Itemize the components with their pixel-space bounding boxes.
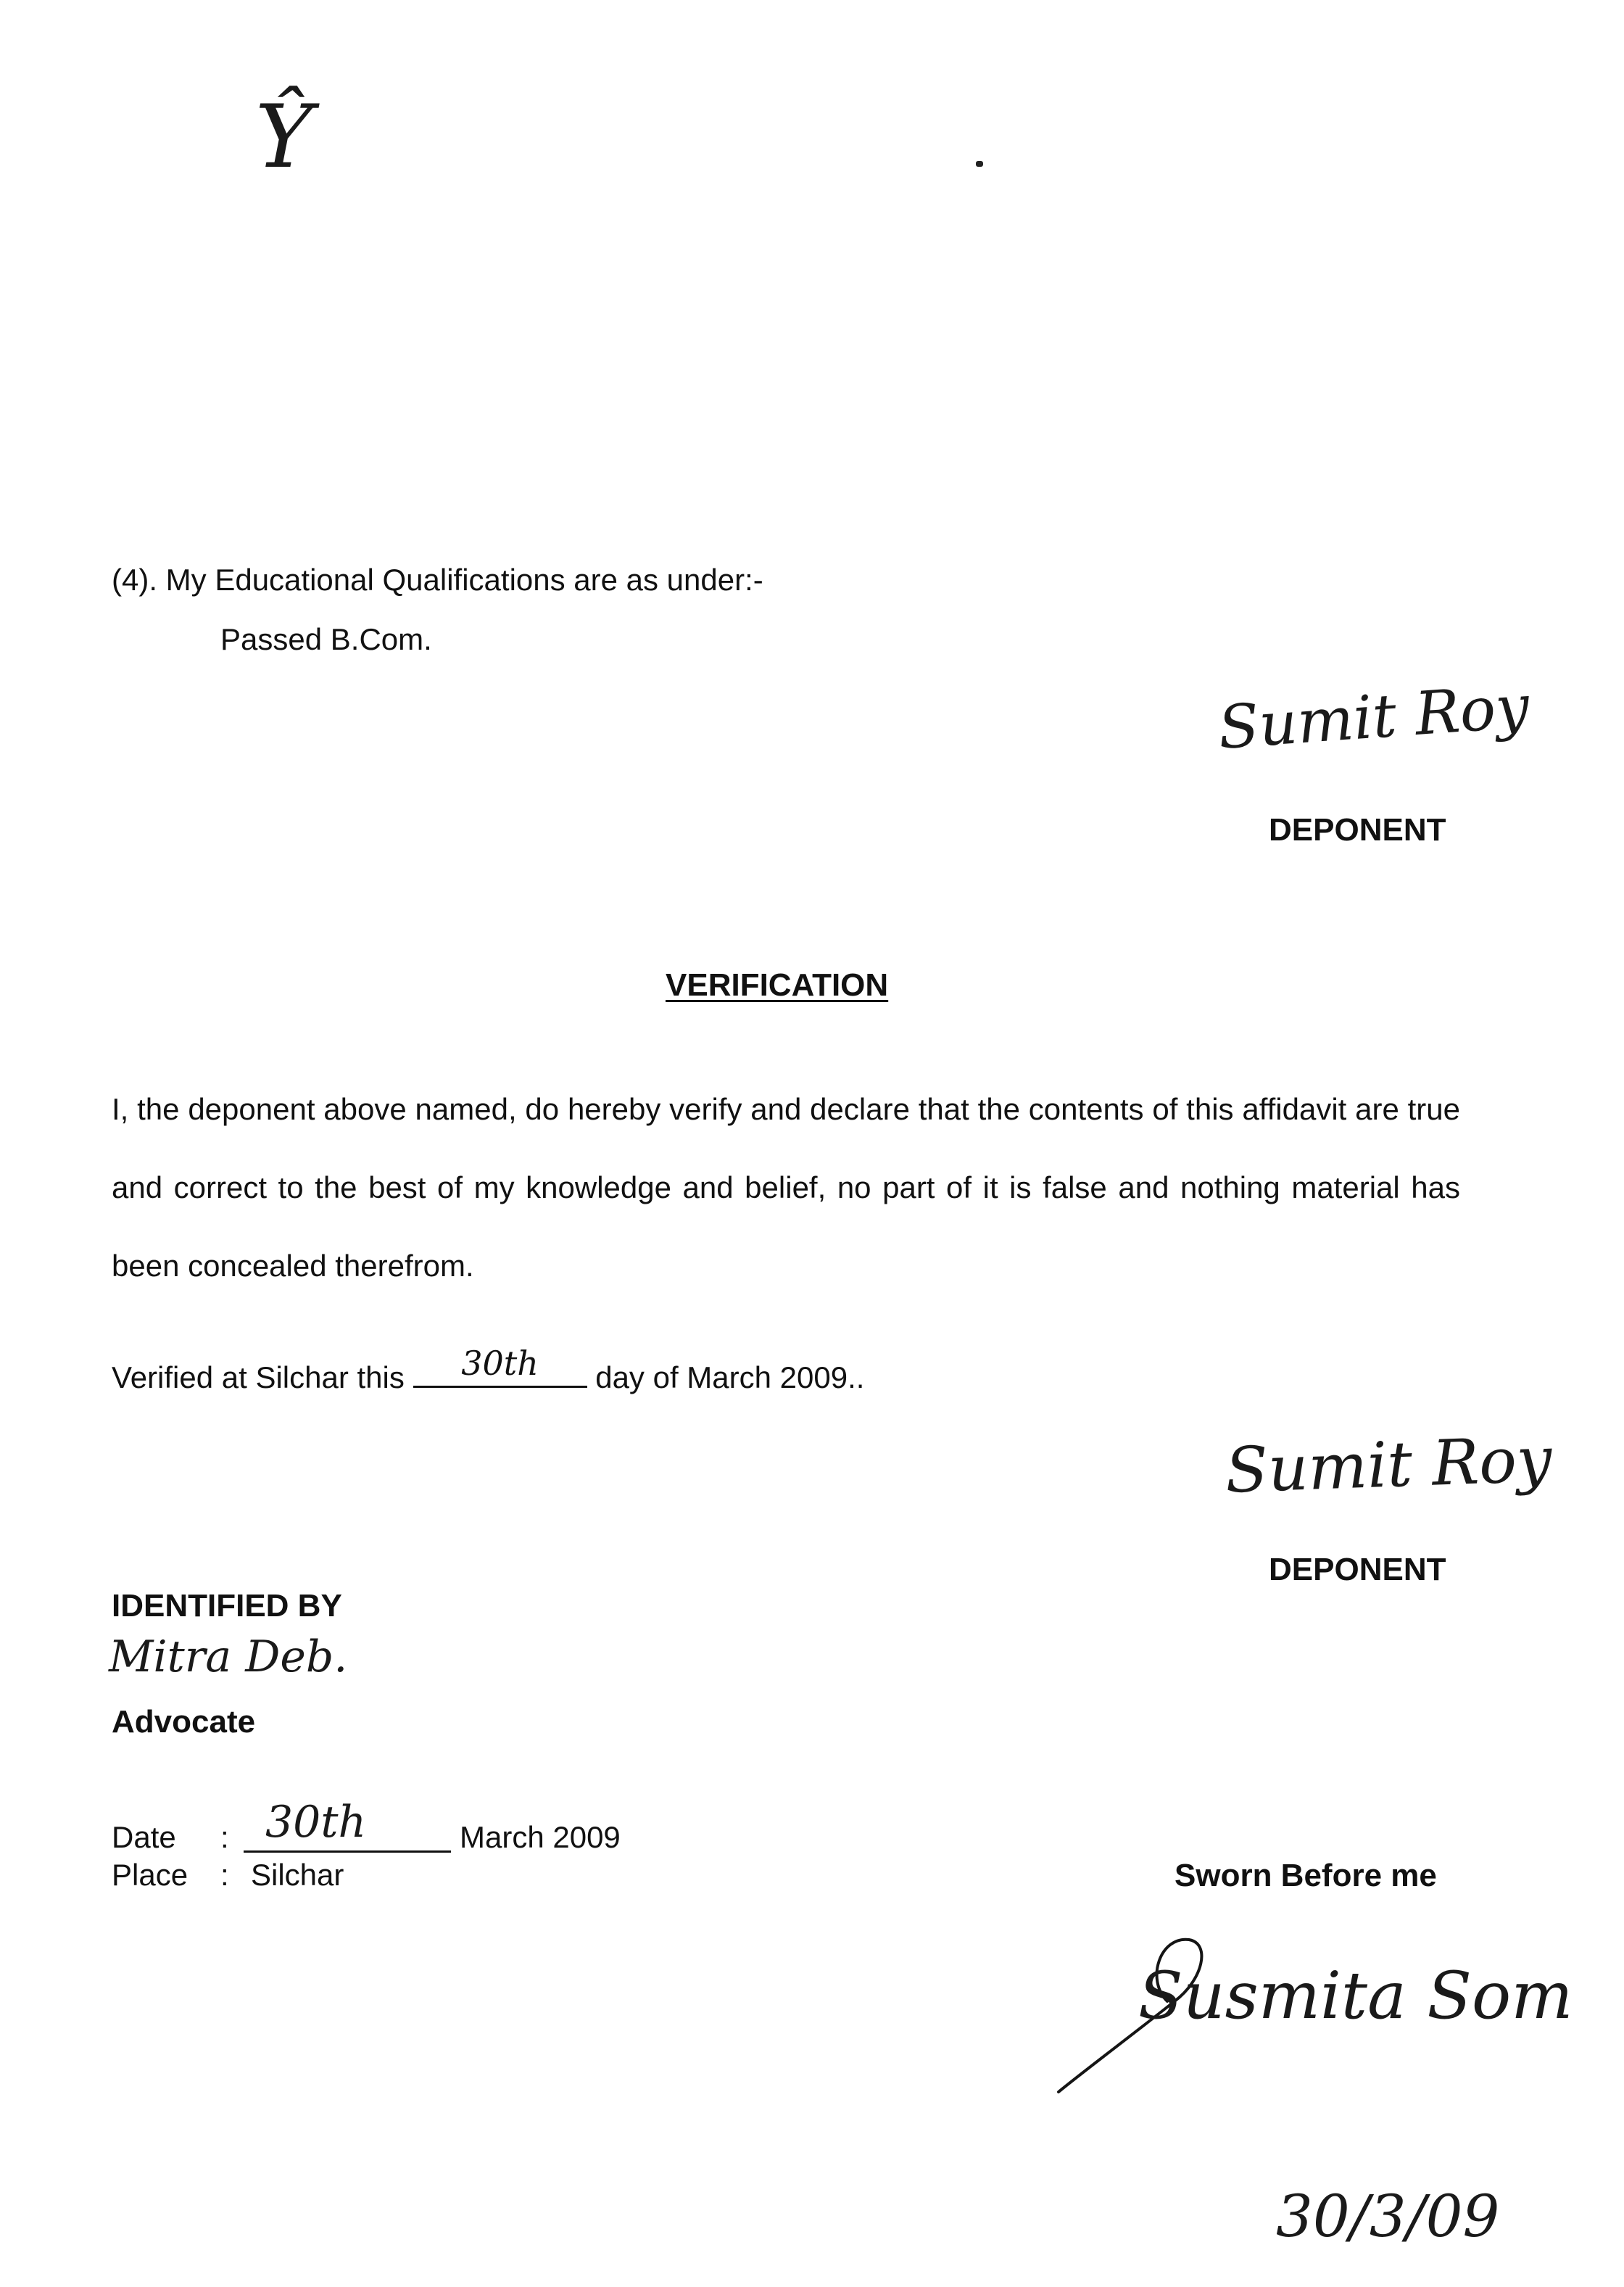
verified-suffix: day of March 2009.. <box>595 1360 865 1394</box>
date-value: 30th <box>265 1797 367 1848</box>
date-blank <box>244 1797 451 1853</box>
advocate-signature: Mitra Deb. <box>109 1631 348 1682</box>
deponent-signature-2: Sumit Roy <box>1224 1423 1553 1508</box>
deponent-label-2: DEPONENT <box>1269 1552 1446 1587</box>
place-value: Silchar <box>251 1858 344 1892</box>
verification-text: I, the deponent above named, do hereby verify and declare that the contents of this affidavit are true and correct to the best of my knowledge and belief, no part of it is false and nothing material has been concealed therefrom. <box>112 1092 1460 1283</box>
date-separator: : <box>220 1820 229 1854</box>
date-suffix: March 2009 <box>460 1820 621 1854</box>
handwritten-date: 30/3/09 <box>1276 2183 1500 2250</box>
magistrate-signature: Susmita Som <box>1051 1914 1544 2103</box>
verified-day-value: 30th <box>461 1344 539 1384</box>
deponent-label-1: DEPONENT <box>1269 812 1446 848</box>
identified-by-label: IDENTIFIED BY <box>112 1588 342 1624</box>
qualifications-item: Passed B.Com. <box>220 622 432 656</box>
date-label: Date <box>112 1820 176 1854</box>
ink-dot <box>976 161 983 167</box>
verified-prefix: Verified at Silchar this <box>112 1360 405 1394</box>
verified-line <box>112 1344 865 1395</box>
advocate-label: Advocate <box>112 1704 256 1740</box>
initial-mark: Ŷ <box>255 87 313 188</box>
qualifications-heading: (4). My Educational Qualifications are as under:- <box>112 563 763 597</box>
verification-heading: VERIFICATION <box>666 967 889 1003</box>
verified-day-blank <box>413 1344 587 1388</box>
sworn-label: Sworn Before me <box>1174 1858 1437 1893</box>
place-separator: : <box>220 1858 229 1892</box>
place-label: Place <box>112 1858 188 1892</box>
deponent-signature-1: Sumit Roy <box>1216 672 1532 763</box>
